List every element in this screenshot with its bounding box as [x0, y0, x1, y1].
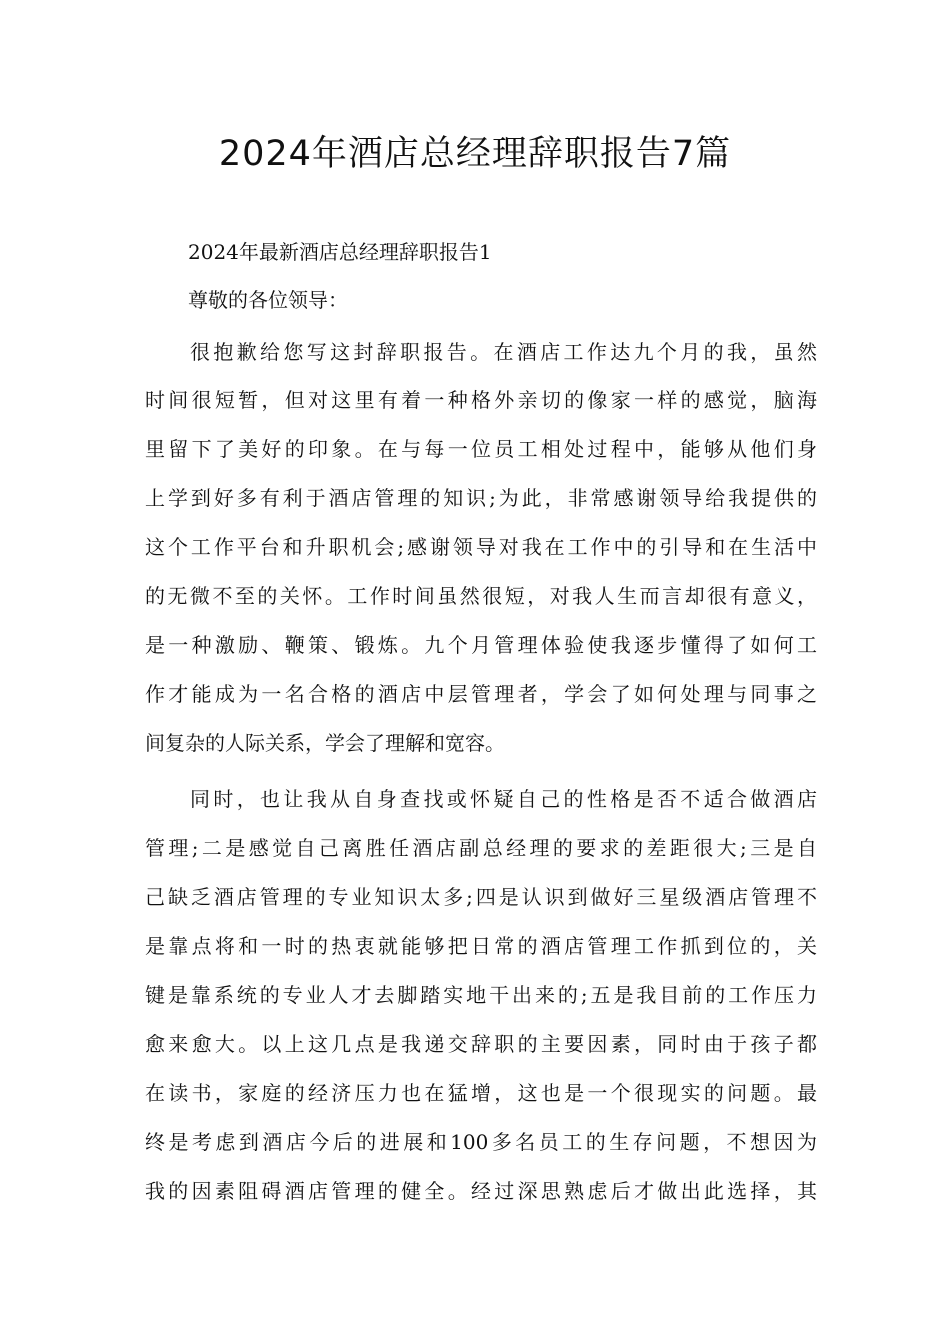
paragraph-2-line: 管理;二是感觉自己离胜任酒店副总经理的要求的差距很大;三是自 — [145, 836, 817, 860]
paragraph-2-line: 己缺乏酒店管理的专业知识太多;四是认识到做好三星级酒店管理不 — [145, 885, 817, 909]
paragraph-2-line: 愈来愈大。以上这几点是我递交辞职的主要因素，同时由于孩子都 — [145, 1032, 817, 1056]
document-title: 2024年酒店总经理辞职报告7篇 — [218, 134, 732, 174]
paragraph-1-line: 上学到好多有利于酒店管理的知识;为此，非常感谢领导给我提供的 — [145, 486, 817, 510]
paragraph-1-line: 间复杂的人际关系，学会了理解和宽容。 — [145, 731, 505, 755]
paragraph-2-line: 同时，也让我从自身查找或怀疑自己的性格是否不适合做酒店 — [190, 787, 817, 811]
paragraph-1-line: 是一种激励、鞭策、锻炼。九个月管理体验使我逐步懂得了如何工 — [145, 633, 817, 657]
paragraph-2-line: 键是靠系统的专业人才去脚踏实地干出来的;五是我目前的工作压力 — [145, 983, 817, 1007]
paragraph-1-line: 这个工作平台和升职机会;感谢领导对我在工作中的引导和在生活中 — [145, 535, 817, 559]
paragraph-1-line: 作才能成为一名合格的酒店中层管理者，学会了如何处理与同事之 — [145, 682, 817, 706]
salutation: 尊敬的各位领导： — [188, 288, 348, 312]
paragraph-2-line: 是靠点将和一时的热衷就能够把日常的酒店管理工作抓到位的，关 — [145, 934, 817, 958]
paragraph-1-line: 很抱歉给您写这封辞职报告。在酒店工作达九个月的我，虽然 — [190, 340, 817, 364]
paragraph-2-line: 我的因素阻碍酒店管理的健全。经过深思熟虑后才做出此选择，其 — [145, 1179, 817, 1203]
paragraph-1-line: 里留下了美好的印象。在与每一位员工相处过程中，能够从他们身 — [145, 437, 817, 461]
paragraph-2-line: 终是考虑到酒店今后的进展和100多名员工的生存问题，不想因为 — [145, 1130, 817, 1154]
paragraph-1-line: 的无微不至的关怀。工作时间虽然很短，对我人生而言却很有意义， — [145, 584, 817, 608]
paragraph-1-line: 时间很短暂，但对这里有着一种格外亲切的像家一样的感觉，脑海 — [145, 388, 817, 412]
paragraph-2-line: 在读书，家庭的经济压力也在猛增，这也是一个很现实的问题。最 — [145, 1081, 817, 1105]
report-subheading: 2024年最新酒店总经理辞职报告1 — [188, 240, 492, 264]
